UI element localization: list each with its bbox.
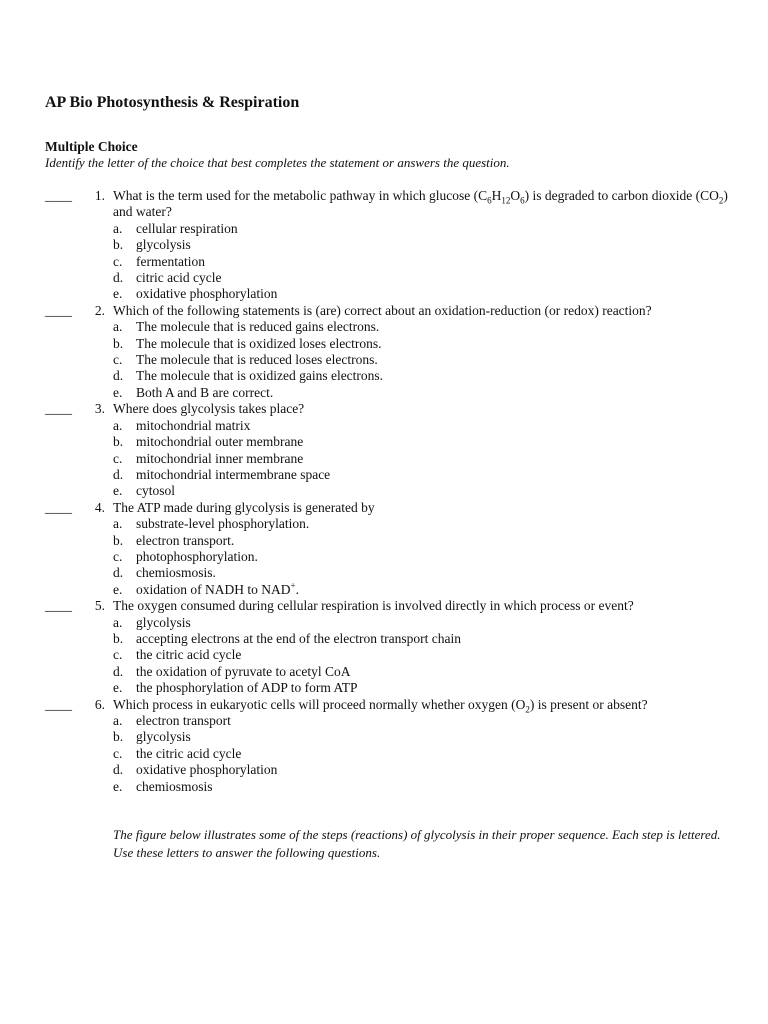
option: b. accepting electrons at the end of the electron transport chain: [113, 630, 461, 646]
option-list: [113, 615, 735, 697]
page-title: AP Bio Photosynthesis & Respiration: [45, 94, 300, 111]
option: c. the citric acid cycle: [113, 647, 242, 663]
option: d. citric acid cycle: [113, 270, 222, 286]
answer-blank[interactable]: ____: [45, 598, 72, 614]
option-list: [113, 418, 735, 500]
answer-blank[interactable]: ____: [45, 499, 72, 515]
option: c. The molecule that is reduced loses electrons.: [113, 352, 378, 368]
question-number: 1.: [94, 188, 105, 203]
option: d. oxidative phosphorylation: [113, 762, 278, 778]
question-1: [45, 188, 735, 303]
option: a. substrate-level phosphorylation.: [113, 516, 310, 532]
answer-blank[interactable]: ____: [45, 401, 72, 417]
question-stem: Which of the following statements is (are) correct about an oxidation-reduction (or redox) reaction?: [113, 302, 652, 318]
question-3: [45, 401, 735, 499]
option: c. fermentation: [113, 253, 205, 269]
option: e. chemiosmosis: [113, 778, 213, 794]
question-4: [45, 500, 735, 598]
option: d. The molecule that is oxidized gains electrons.: [113, 368, 384, 384]
option: b. glycolysis: [113, 729, 191, 745]
option: e. oxidation of NADH to NAD+.: [113, 580, 299, 597]
option: e. the phosphorylation of ADP to form ATP: [113, 680, 358, 696]
question-stem: The oxygen consumed during cellular respiration is involved directly in which process or event?: [113, 598, 634, 614]
option: e. Both A and B are correct.: [113, 384, 274, 400]
question-stem: Which process in eukaryotic cells will proceed normally whether oxygen $(O_2)$ is present or absent?: [113, 696, 648, 715]
section-heading: Multiple Choice: [45, 139, 138, 154]
option: b. electron transport.: [113, 532, 235, 548]
option: c. mitochondrial inner membrane: [113, 450, 304, 466]
option-list: [113, 221, 735, 303]
answer-blank[interactable]: ____: [45, 302, 72, 318]
question-stem: Where does glycolysis takes place?: [113, 401, 305, 417]
option: e. oxidative phosphorylation: [113, 286, 278, 302]
option-list: [113, 713, 735, 795]
option: d. the oxidation of pyruvate to acetyl CoA: [113, 663, 351, 679]
section-instructions: Identify the letter of the choice that best completes the statement or answers the question.: [45, 155, 510, 170]
option-list: [113, 319, 735, 401]
question-number: 6.: [94, 696, 105, 712]
option: b. The molecule that is oxidized loses electrons.: [113, 335, 382, 351]
option: e. cytosol: [113, 483, 175, 499]
option: a. cellular respiration: [113, 220, 238, 236]
question-number: 5.: [94, 598, 105, 614]
figure-instructions: The figure below illustrates some of the steps (reactions) of glycolysis in their proper sequence. Each step is lettered. Use these letters to answer the following questions.: [113, 827, 721, 860]
question-2: [45, 303, 735, 401]
question-number: 3.: [94, 401, 105, 417]
question-5: [45, 598, 735, 696]
question-stem: The ATP made during glycolysis is generated by: [113, 499, 375, 515]
option: c. the citric acid cycle: [113, 745, 242, 761]
answer-blank[interactable]: ____: [45, 696, 72, 712]
question-number: 2.: [94, 302, 105, 318]
answer-blank[interactable]: ____: [45, 188, 72, 203]
option: b. mitochondrial outer membrane: [113, 434, 304, 450]
option: a. electron transport: [113, 713, 231, 728]
question-stem: What is the term used for the metabolic pathway in which glucose $(C_6H_{12}O_6)$ is degraded to carbon dioxide $(CO_2)$ and water?: [113, 188, 728, 220]
option: a. The molecule that is reduced gains electrons.: [113, 319, 380, 335]
option: d. mitochondrial intermembrane space: [113, 466, 331, 482]
question-number: 4.: [94, 499, 105, 515]
option: b. glycolysis: [113, 237, 191, 253]
option: d. chemiosmosis.: [113, 565, 216, 581]
question-6: [45, 697, 735, 795]
option: c. photophosphorylation.: [113, 548, 258, 564]
option-list: [113, 516, 735, 598]
option: a. mitochondrial matrix: [113, 417, 251, 433]
option: a. glycolysis: [113, 614, 191, 630]
question-list: [45, 188, 735, 795]
